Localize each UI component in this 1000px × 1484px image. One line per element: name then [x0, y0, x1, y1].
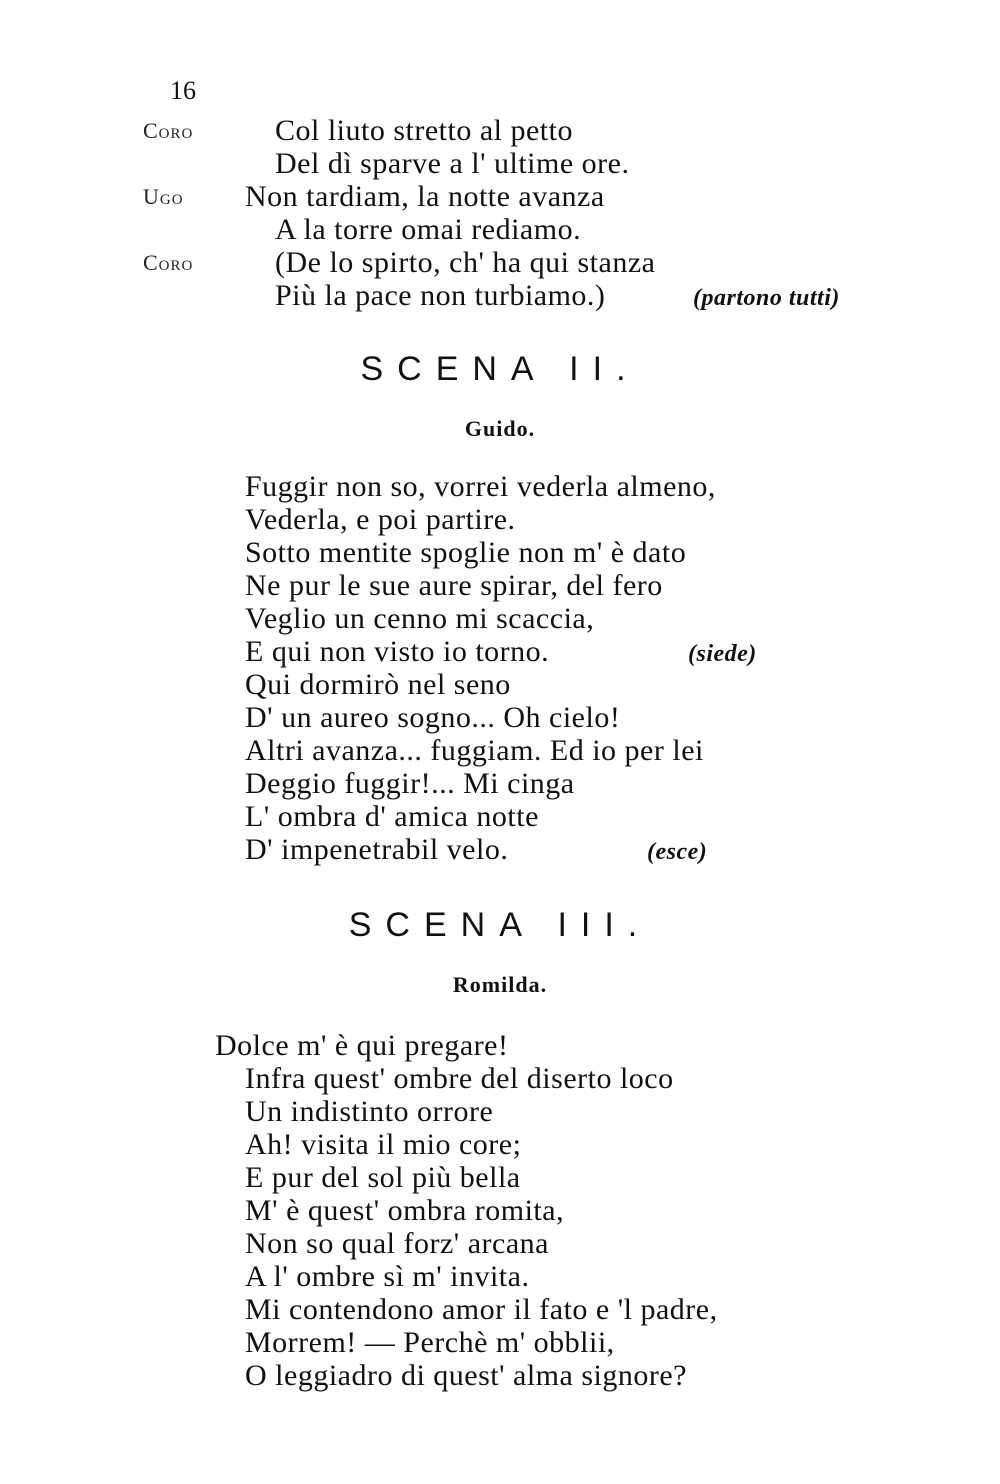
verse-line: E pur del sol più bella [245, 1161, 521, 1194]
verse-line: Non so qual forz' arcana [245, 1227, 549, 1260]
scene-title: SCENA III. [348, 906, 652, 944]
character-name: Guido. [464, 416, 536, 441]
verse-line: Mi contendono amor il fato e 'l padre, [245, 1293, 718, 1326]
verse-line: O leggiadro di quest' alma signore? [245, 1359, 687, 1392]
verse-line: Sotto mentite spoglie non m' è dato [245, 536, 687, 569]
speaker-label: Ugo [143, 184, 184, 209]
verse-line: Veglio un cenno mi scaccia, [245, 602, 595, 635]
verse-line: Più la pace non turbiamo.) [275, 279, 606, 312]
verse-line: Ah! visita il mio core; [245, 1128, 522, 1161]
verse-line: D' un aureo sogno... Oh cielo! [245, 701, 621, 734]
verse-line: A la torre omai rediamo. [275, 213, 582, 246]
scene-title: SCENA II. [360, 350, 640, 388]
verse-line: (De lo spirto, ch' ha qui stanza [275, 246, 656, 279]
character-name: Romilda. [452, 972, 548, 997]
verse-line: Fuggir non so, vorrei vederla almeno, [245, 470, 716, 503]
verse-line: Dolce m' è qui pregare! [215, 1029, 509, 1062]
verse-line: Ne pur le sue aure spirar, del fero [245, 569, 663, 602]
verse-line: E qui non visto io torno. [245, 635, 550, 668]
verse-line: Infra quest' ombre del diserto loco [245, 1062, 674, 1095]
verse-line: Altri avanza... fuggiam. Ed io per lei [245, 734, 704, 767]
verse-line: Un indistinto orrore [245, 1095, 494, 1128]
verse-line: D' impenetrabil velo. [245, 833, 509, 866]
verse-line: Non tardiam, la notte avanza [245, 180, 605, 213]
verse-line: Col liuto stretto al petto [275, 114, 573, 147]
verse-line: M' è quest' ombra romita, [245, 1194, 565, 1227]
speaker-label: Coro [143, 250, 194, 275]
verse-line: Qui dormirò nel seno [245, 668, 511, 701]
stage-direction: (partono tutti) [693, 285, 840, 311]
verse-line: A l' ombre sì m' invita. [245, 1260, 530, 1293]
verse-line: Del dì sparve a l' ultime ore. [275, 147, 630, 180]
verse-line: Vederla, e poi partire. [245, 503, 516, 536]
verse-line: Morrem! — Perchè m' obblii, [245, 1326, 615, 1359]
stage-direction: (siede) [688, 641, 757, 667]
speaker-label: Coro [143, 118, 194, 143]
verse-line: Deggio fuggir!... Mi cinga [245, 767, 575, 800]
page-number: 16 [170, 76, 196, 105]
verse-line: L' ombra d' amica notte [245, 800, 539, 833]
stage-direction: (esce) [647, 839, 708, 865]
